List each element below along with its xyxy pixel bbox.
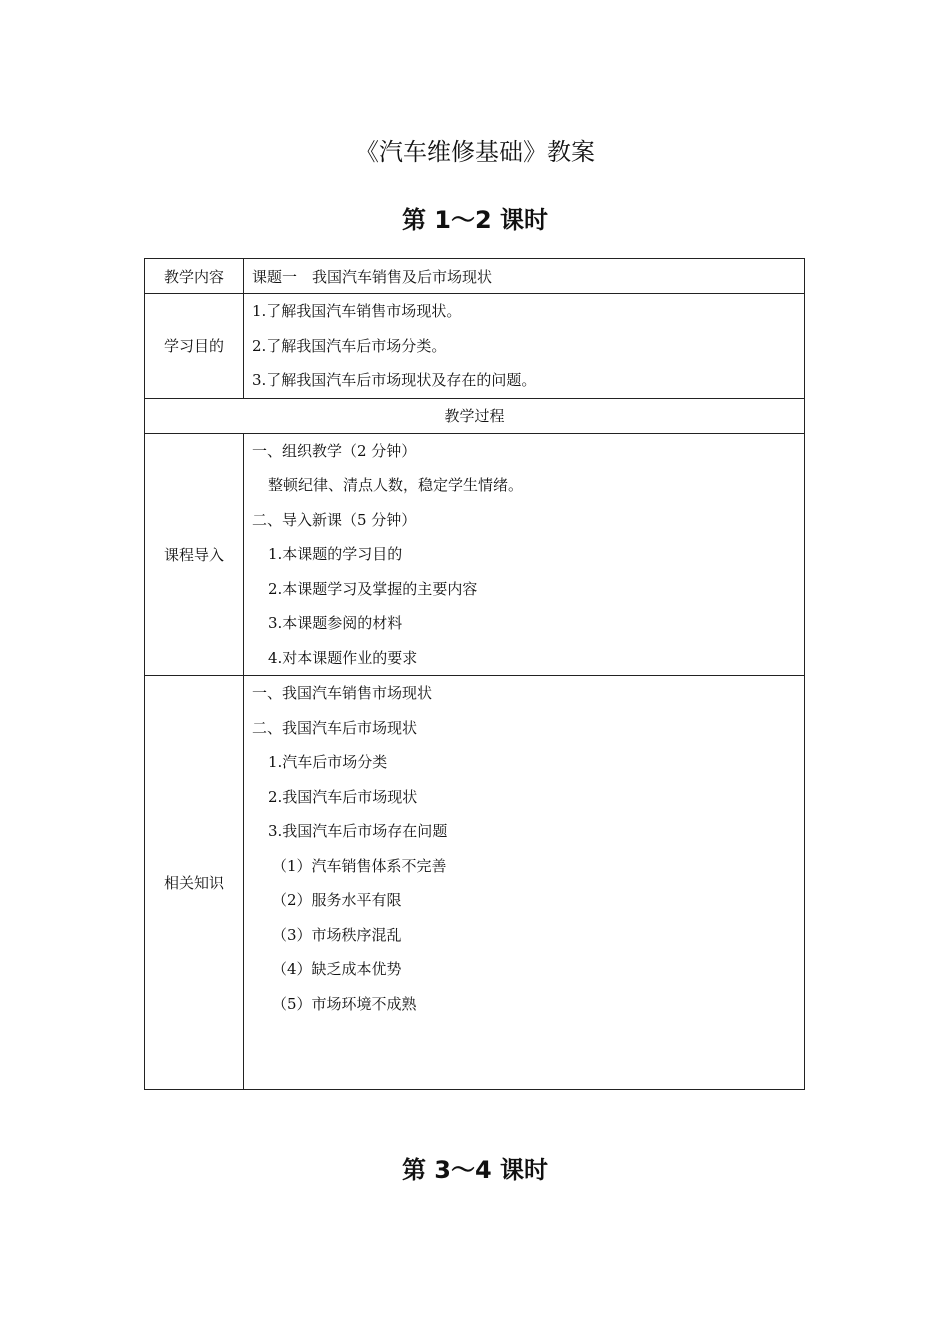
objective-item: 1.了解我国汽车销售市场现状。 (252, 302, 462, 320)
knowledge-line: 1.汽车后市场分类 (268, 753, 388, 771)
table-row-objectives (145, 294, 805, 399)
intro-line: 整顿纪律、清点人数，稳定学生情绪。 (268, 476, 524, 494)
knowledge-line: 一、我国汽车销售市场现状 (252, 684, 433, 702)
intro-cell (244, 433, 805, 676)
intro-line: 2.本课题学习及掌握的主要内容 (268, 579, 478, 598)
content-value: 课题一 我国汽车销售及后市场现状 (244, 259, 805, 294)
objectives-label: 学习目的 (145, 294, 244, 399)
knowledge-label: 相关知识 (145, 676, 244, 1090)
process-header: 教学过程 (145, 398, 805, 433)
objective-item: 2.了解我国汽车后市场分类。 (252, 336, 447, 355)
lesson-heading-1: 第 1～2 课时 (401, 206, 549, 234)
knowledge-line: （2）服务水平有限 (272, 891, 402, 909)
intro-line: 3.本课题参阅的材料 (268, 614, 403, 632)
knowledge-line: 二、我国汽车后市场现状 (252, 718, 418, 737)
lesson-plan-table (144, 258, 805, 1090)
content-label: 教学内容 (145, 259, 244, 294)
knowledge-line: （1）汽车销售体系不完善 (272, 856, 447, 875)
objective-item: 3.了解我国汽车后市场现状及存在的问题。 (252, 371, 537, 389)
intro-line: 1.本课题的学习目的 (268, 545, 403, 563)
knowledge-line: 2.我国汽车后市场现状 (268, 787, 418, 806)
knowledge-line: （4）缺乏成本优势 (272, 960, 402, 978)
intro-label: 课程导入 (145, 433, 244, 676)
intro-line: 4.对本课题作业的要求 (268, 648, 418, 667)
table-row-process-header (145, 398, 805, 433)
objectives-cell (244, 294, 805, 399)
knowledge-line: 3.我国汽车后市场存在问题 (268, 822, 448, 840)
table-row-content (145, 259, 805, 294)
intro-line: 一、组织教学（2 分钟） (252, 441, 417, 460)
table-row-knowledge (145, 676, 805, 1090)
lesson-heading-2: 第 3～4 课时 (401, 1156, 549, 1184)
document-title: 《汽车维修基础》教案 (355, 138, 595, 166)
intro-line: 二、导入新课（5 分钟） (252, 510, 417, 529)
knowledge-cell (244, 676, 805, 1090)
table-row-intro (145, 433, 805, 676)
knowledge-line: （3）市场秩序混乱 (272, 925, 402, 944)
knowledge-line: （5）市场环境不成熟 (272, 994, 417, 1013)
